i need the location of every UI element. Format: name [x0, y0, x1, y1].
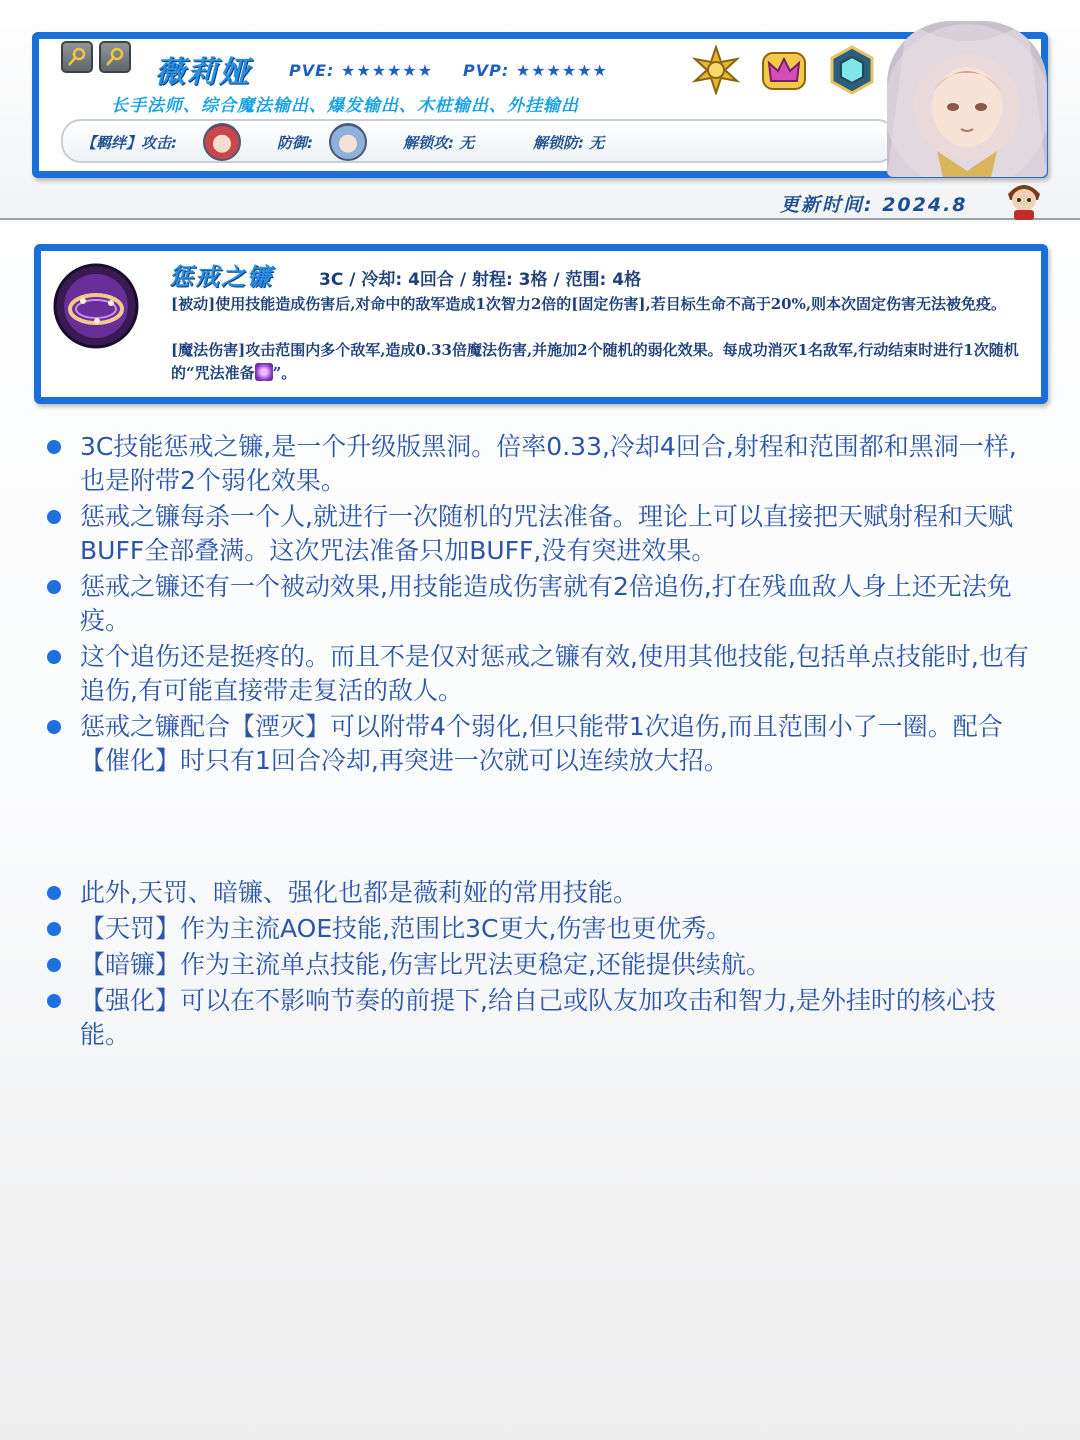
crown-medal-icon [759, 45, 809, 95]
skill-card [34, 244, 1048, 404]
list-item: 此外,天罚、暗镰、强化也都是薇莉娅的常用技能。 [44, 876, 1034, 910]
gem-medal-icon [827, 45, 877, 95]
bond-defense-label: 防御: [277, 134, 313, 152]
list-item: 3C技能惩戒之镰,是一个升级版黑洞。倍率0.33,冷却4回合,射程和范围都和黑洞一样,也是附带2个弱化效果。 [44, 430, 1034, 498]
list-item: 【强化】可以在不影响节奏的前提下,给自己或队友加攻击和智力,是外挂时的核心技能。 [44, 984, 1034, 1052]
key-icon [99, 41, 131, 73]
pvp-stars: ★★★★★★ [515, 61, 608, 80]
skill-magic-text: [魔法伤害]攻击范围内多个敌军,造成0.33倍魔法伤害,并施加2个随机的弱化效果。每成功消灭1名敌军,行动结束时进行1次随机的“咒法准备 [171, 341, 1019, 382]
chibi-mascot-icon [1002, 176, 1046, 220]
sun-medal-icon [691, 45, 741, 95]
character-portrait [887, 21, 1047, 177]
list-item: 惩戒之镰每杀一个人,就进行一次随机的咒法准备。理论上可以直接把天赋射程和天赋BUFF全部叠满。这次咒法准备只加BUFF,没有突进效果。 [44, 500, 1034, 568]
other-skills-list [44, 876, 1034, 1054]
character-name: 薇莉娅 [155, 55, 251, 90]
unlock-defense: 解锁防: 无 [533, 134, 605, 152]
bond-attack-avatar [203, 123, 241, 161]
pvp-rating [463, 61, 608, 80]
list-item: 【天罚】作为主流AOE技能,范围比3C更大,伤害也更优秀。 [44, 912, 1034, 946]
list-item: 惩戒之镰配合【湮灭】可以附带4个弱化,但只能带1次追伤,而且范围小了一圈。配合【催化】时只有1回合冷却,再突进一次就可以连续放大招。 [44, 710, 1034, 778]
role-tags: 长手法师、综合魔法输出、爆发输出、木桩输出、外挂输出 [111, 96, 579, 116]
skill-meta: 3C / 冷却: 4回合 / 射程: 3格 / 范围: 4格 [319, 270, 642, 290]
scythe-skill-icon [53, 263, 139, 349]
pve-stars: ★★★★★★ [341, 61, 434, 80]
list-item: 这个追伤还是挺疼的。而且不是仅对惩戒之镰有效,使用其他技能,包括单点技能时,也有追伤,有可能直接带走复活的敌人。 [44, 640, 1034, 708]
list-item: 惩戒之镰还有一个被动效果,用技能造成伤害就有2倍追伤,打在残血敌人身上还无法免疫。 [44, 570, 1034, 638]
bond-defense-avatar [329, 123, 367, 161]
pve-rating [289, 61, 433, 80]
bond-strip [61, 119, 897, 163]
skill-passive-desc: [被动]使用技能造成伤害后,对命中的敌军造成1次智力2倍的[固定伤害],若目标生命不高于20%,则本次固定伤害无法被免疫。 [171, 295, 1007, 313]
skill-magic-tail: ”。 [272, 364, 297, 382]
analysis-list [44, 430, 1034, 780]
list-item: 【暗镰】作为主流单点技能,伤害比咒法更稳定,还能提供续航。 [44, 948, 1034, 982]
header-band [0, 0, 1080, 220]
skill-magic-desc [171, 339, 1031, 385]
skill-name: 惩戒之镰 [169, 263, 273, 291]
key-icon [61, 41, 93, 73]
bond-attack-label: 【羁绊】攻击: [81, 134, 177, 152]
update-time: 更新时间: 2024.8 [780, 194, 968, 216]
spell-prep-icon [255, 363, 273, 381]
pve-label: PVE: [289, 61, 335, 80]
character-card [32, 32, 1048, 178]
unlock-attack: 解锁攻: 无 [403, 134, 475, 152]
pvp-label: PVP: [463, 61, 510, 80]
